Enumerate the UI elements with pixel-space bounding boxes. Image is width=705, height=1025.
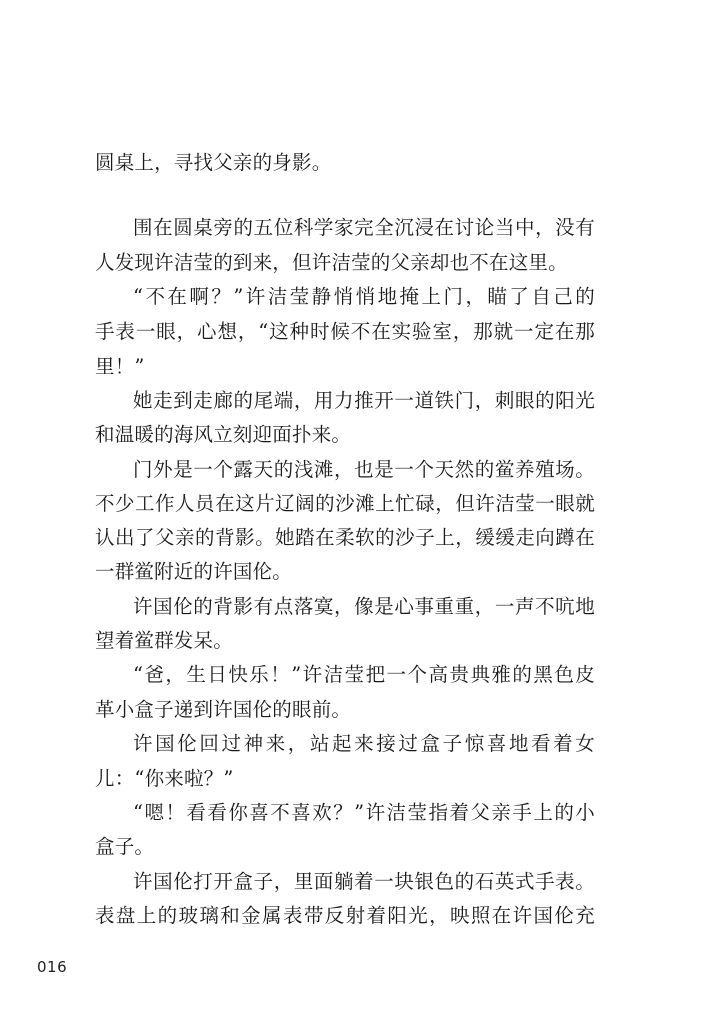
text-line: 人发现许洁莹的到来，但许洁莹的父亲却也不在这里。 <box>95 251 568 274</box>
text-line: 一群鲎附近的许国伦。 <box>95 560 293 583</box>
text-line: 认出了父亲的背影。她踏在柔软的沙子上，缓缓走向蹲在 <box>95 526 595 549</box>
text-line: 表盘上的玻璃和金属表带反射着阳光，映照在许国伦充 <box>95 904 595 927</box>
text-line: 望着鲎群发呆。 <box>95 629 233 652</box>
text-line: 许国伦打开盒子，里面躺着一块银色的石英式手表。 <box>133 870 595 893</box>
text-line: 里！” <box>95 355 145 378</box>
text-line: 盒子。 <box>95 835 155 858</box>
text-line: 她走到走廊的尾端，用力推开一道铁门，刺眼的阳光 <box>133 389 595 412</box>
page-number: 016 <box>37 958 68 976</box>
text-line: 革小盒子递到许国伦的眼前。 <box>95 698 352 721</box>
text-line: “嗯！看看你喜不喜欢？”许洁莹指着父亲手上的小 <box>133 801 595 824</box>
text-line: 许国伦的背影有点落寞，像是心事重重，一声不吭地 <box>133 595 595 618</box>
text-line: 手表一眼，心想，“这种时候不在实验室，那就一定在那 <box>95 320 595 343</box>
text-line: 围在圆桌旁的五位科学家完全沉浸在讨论当中，没有 <box>133 216 595 239</box>
text-line: 圆桌上，寻找父亲的身影。 <box>95 151 332 174</box>
text-line: 儿：“你来啦？” <box>95 767 234 790</box>
text-line: “爸，生日快乐！”许洁莹把一个高贵典雅的黑色皮 <box>133 663 595 686</box>
text-line: 和温暖的海风立刻迎面扑来。 <box>95 423 352 446</box>
text-line: 门外是一个露天的浅滩，也是一个天然的鲎养殖场。 <box>133 458 595 481</box>
text-line: “不在啊？”许洁莹静悄悄地掩上门，瞄了自己的 <box>133 285 595 308</box>
text-line: 不少工作人员在这片辽阔的沙滩上忙碌，但许洁莹一眼就 <box>95 492 595 515</box>
text-line: 许国伦回过神来，站起来接过盒子惊喜地看着女 <box>133 732 595 755</box>
